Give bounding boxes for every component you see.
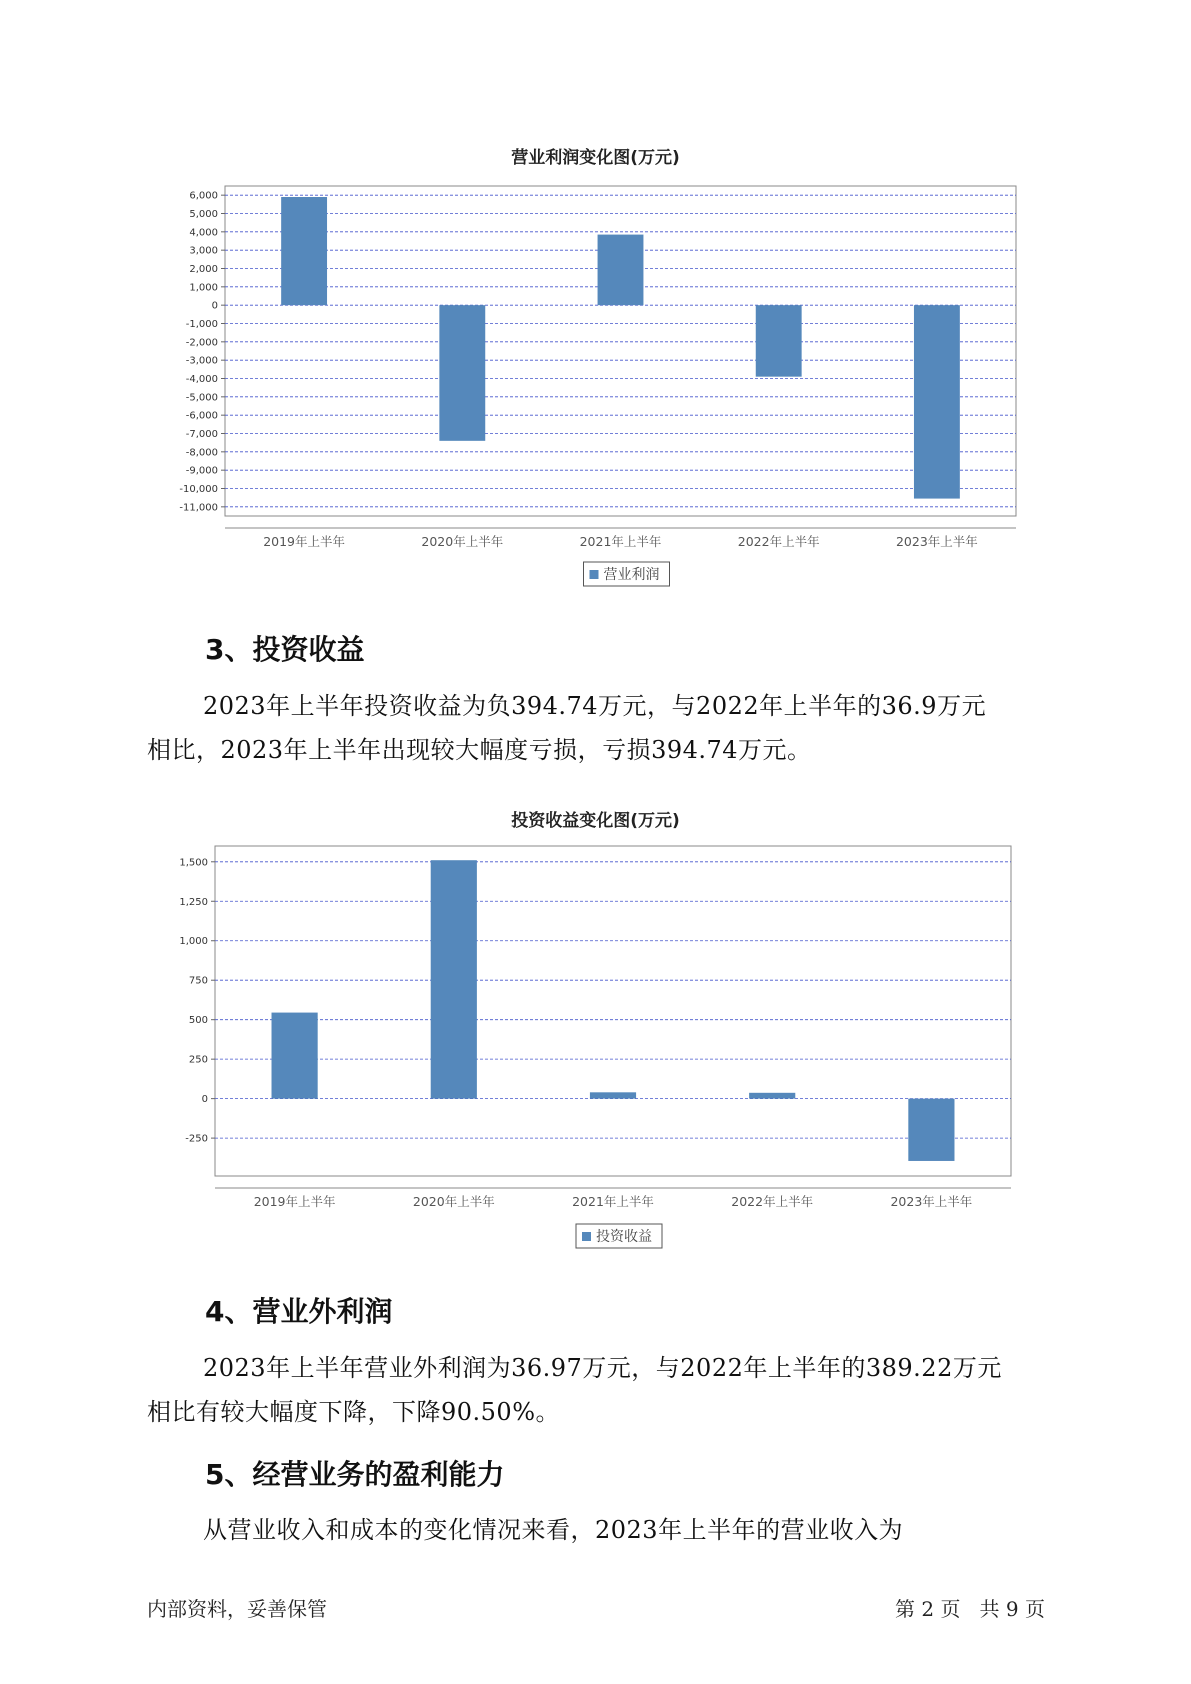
x-tick-label: 2023年上半年: [890, 1194, 973, 1209]
paragraph-investment-income: [147, 684, 1067, 772]
y-tick-label: 0: [201, 1094, 208, 1106]
x-tick-label: 2022年上半年: [737, 534, 820, 549]
bar: [756, 305, 802, 377]
legend-swatch: [590, 570, 599, 579]
x-tick-label: 2020年上半年: [421, 534, 504, 549]
paragraph-line: 相比，2023年上半年出现较大幅度亏损，亏损394.74万元。: [147, 736, 812, 764]
y-tick-label: -8,000: [185, 447, 218, 459]
bar: [590, 1092, 636, 1098]
y-tick-label: 1,500: [179, 857, 208, 869]
operating-profit-chart: [0, 180, 1191, 600]
bar: [598, 235, 644, 306]
bar: [439, 305, 485, 441]
bar: [908, 1099, 954, 1161]
y-tick-label: -11,000: [179, 502, 218, 514]
bar: [281, 197, 327, 305]
y-tick-label: -4,000: [185, 374, 218, 385]
x-tick-label: 2022年上半年: [731, 1194, 814, 1209]
heading-nonoperating-profit: 4、营业外利润: [205, 1295, 393, 1328]
legend-label: 投资收益: [596, 1229, 652, 1245]
bar: [914, 305, 960, 498]
x-tick-label: 2021年上半年: [579, 534, 662, 549]
chart-title-operating-profit: 营业利润变化图(万元): [511, 148, 680, 168]
x-tick-label: 2021年上半年: [572, 1194, 654, 1209]
x-tick-label: 2020年上半年: [412, 1194, 495, 1209]
y-tick-label: -7,000: [185, 429, 218, 440]
paragraph-line: 2023年上半年营业外利润为36.97万元，与2022年上半年的389.22万元: [203, 1354, 1002, 1382]
y-tick-label: -1,000: [185, 319, 218, 330]
y-tick-label: 500: [188, 1015, 208, 1027]
heading-profitability: 5、经营业务的盈利能力: [205, 1458, 505, 1491]
y-tick-label: -6,000: [185, 410, 218, 422]
y-tick-label: 1,250: [179, 896, 208, 908]
bar: [272, 1013, 318, 1099]
plot-area: [215, 846, 1011, 1176]
legend-swatch: [582, 1232, 591, 1241]
y-tick-label: 5,000: [189, 209, 218, 220]
y-tick-label: 1,000: [179, 936, 208, 948]
y-tick-label: 750: [188, 975, 208, 987]
y-tick-label: 4,000: [189, 227, 218, 239]
y-tick-label: 6,000: [189, 190, 218, 202]
y-tick-label: -2,000: [185, 337, 218, 349]
paragraph-line: 从营业收入和成本的变化情况来看，2023年上半年的营业收入为: [203, 1516, 904, 1544]
x-tick-label: 2019年上半年: [253, 1194, 336, 1209]
investment-income-chart: [0, 840, 1191, 1260]
y-tick-label: 2,000: [189, 264, 218, 275]
y-tick-label: 0: [211, 300, 218, 312]
footer-confidential-note: 内部资料，妥善保管: [147, 1597, 327, 1621]
y-tick-label: -250: [185, 1133, 208, 1145]
x-tick-label: 2023年上半年: [895, 534, 978, 549]
bar: [431, 860, 477, 1098]
footer-page-number: 第 2 页 共 9 页: [895, 1597, 1045, 1621]
legend-label: 营业利润: [603, 567, 660, 583]
x-tick-label: 2019年上半年: [263, 534, 346, 549]
paragraph-line: 2023年上半年投资收益为负394.74万元，与2022年上半年的36.9万元: [203, 692, 987, 720]
y-tick-label: 3,000: [189, 245, 218, 257]
y-tick-label: -5,000: [185, 392, 218, 404]
y-tick-label: -9,000: [185, 465, 218, 477]
paragraph-line: 相比有较大幅度下降，下降90.50%。: [147, 1398, 561, 1426]
chart-title-investment-income: 投资收益变化图(万元): [511, 811, 680, 831]
heading-investment-income: 3、投资收益: [205, 633, 365, 666]
y-tick-label: -10,000: [179, 484, 218, 495]
paragraph-nonoperating-profit: [147, 1346, 1067, 1434]
y-tick-label: 250: [188, 1054, 208, 1066]
y-tick-label: 1,000: [189, 282, 218, 294]
y-tick-label: -3,000: [185, 355, 218, 367]
paragraph-profitability: [147, 1508, 1067, 1552]
bar: [749, 1093, 795, 1099]
